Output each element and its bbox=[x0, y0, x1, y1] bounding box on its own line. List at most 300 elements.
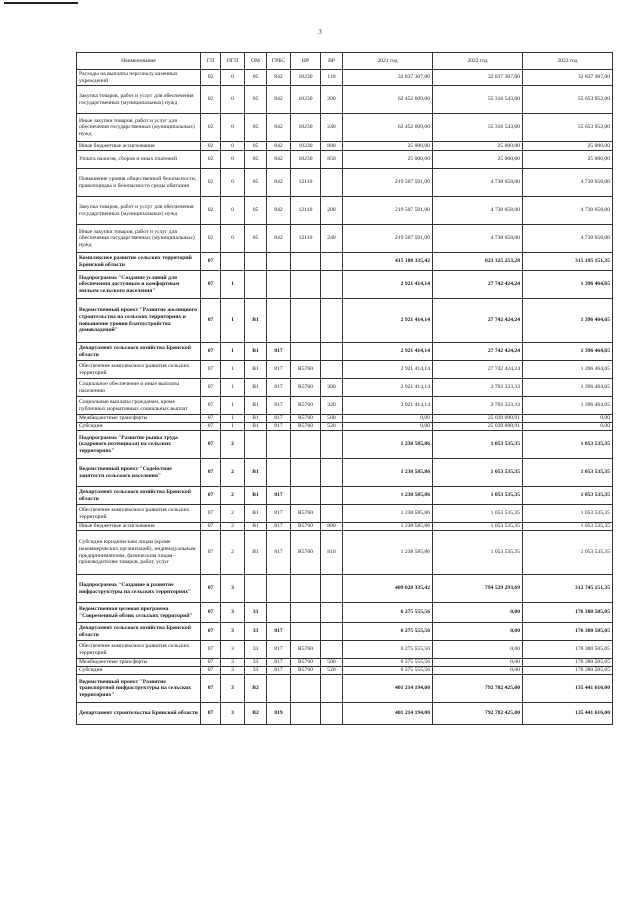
cell-y2021: 6 275 555,56 bbox=[343, 623, 433, 641]
cell-grbs: 817 bbox=[267, 423, 291, 431]
cell-gp: 02 bbox=[201, 169, 221, 197]
cell-vr bbox=[321, 603, 343, 623]
table-row bbox=[77, 271, 613, 299]
cell-grbs: 817 bbox=[267, 505, 291, 523]
cell-y2022: 4 730 658,00 bbox=[433, 225, 523, 253]
cell-om: B1 bbox=[245, 523, 267, 531]
header-2022: 2022 год bbox=[433, 53, 523, 70]
cell-y2023: 176 380 505,05 bbox=[523, 603, 613, 623]
cell-y2023: 4 730 658,00 bbox=[523, 225, 613, 253]
cell-om: 33 bbox=[245, 659, 267, 667]
cell-grbs: 817 bbox=[267, 487, 291, 505]
cell-pgp: 3 bbox=[221, 703, 245, 725]
cell-vr bbox=[321, 487, 343, 505]
cell-y2023: 25 000,00 bbox=[523, 142, 613, 151]
cell-gp: 07 bbox=[201, 459, 221, 487]
cell-gp: 07 bbox=[201, 397, 221, 415]
cell-grbs bbox=[267, 299, 291, 343]
cell-pgp: 2 bbox=[221, 487, 245, 505]
cell-y2023: 1 053 535,35 bbox=[523, 505, 613, 523]
cell-nr: 10230 bbox=[291, 151, 321, 169]
cell-nr: R5760 bbox=[291, 505, 321, 523]
cell-y2022: 2 703 333,33 bbox=[433, 397, 523, 415]
cell-y2023: 135 441 616,00 bbox=[523, 703, 613, 725]
cell-y2022: 27 742 424,24 bbox=[433, 271, 523, 299]
cell-vr: 810 bbox=[321, 531, 343, 575]
table-row bbox=[77, 659, 613, 667]
cell-y2023: 176 380 505,05 bbox=[523, 667, 613, 675]
table-row bbox=[77, 299, 613, 343]
cell-y2022: 0,00 bbox=[433, 641, 523, 659]
header-row bbox=[77, 53, 613, 70]
cell-y2023: 1 053 535,35 bbox=[523, 459, 613, 487]
cell-pgp: 3 bbox=[221, 675, 245, 703]
header-gp: ГП bbox=[201, 53, 221, 70]
cell-om: B1 bbox=[245, 423, 267, 431]
cell-nr bbox=[291, 675, 321, 703]
cell-grbs: 842 bbox=[267, 70, 291, 86]
cell-name: Иные закупки товаров, работ и услуг для обеспечения государственных (муниципальных) нужд bbox=[77, 114, 201, 142]
cell-y2021: 6 275 555,56 bbox=[343, 659, 433, 667]
cell-name: Закупка товаров, работ и услуг для обеспечения государственных (муниципальных) нужд bbox=[77, 86, 201, 114]
cell-gp: 07 bbox=[201, 423, 221, 431]
header-om: ОМ bbox=[245, 53, 267, 70]
table-row bbox=[77, 197, 613, 225]
cell-y2022: 25 000,00 bbox=[433, 151, 523, 169]
cell-nr: 12110 bbox=[291, 169, 321, 197]
table-row bbox=[77, 343, 613, 361]
cell-y2023: 0,00 bbox=[523, 423, 613, 431]
cell-vr bbox=[321, 431, 343, 459]
cell-gp: 07 bbox=[201, 299, 221, 343]
cell-y2022: 0,00 bbox=[433, 659, 523, 667]
cell-y2023: 176 380 505,05 bbox=[523, 623, 613, 641]
cell-nr bbox=[291, 603, 321, 623]
cell-y2021: 1 238 585,86 bbox=[343, 487, 433, 505]
cell-nr: 10230 bbox=[291, 114, 321, 142]
cell-name: Иные бюджетные ассигнования bbox=[77, 523, 201, 531]
cell-y2022: 792 782 425,00 bbox=[433, 675, 523, 703]
cell-y2022: 27 742 424,24 bbox=[433, 361, 523, 379]
cell-pgp: 1 bbox=[221, 361, 245, 379]
cell-y2021: 1 238 585,86 bbox=[343, 531, 433, 575]
cell-y2023: 55 653 952,00 bbox=[523, 114, 613, 142]
cell-gp: 07 bbox=[201, 703, 221, 725]
cell-om bbox=[245, 575, 267, 603]
cell-vr bbox=[321, 623, 343, 641]
cell-gp: 07 bbox=[201, 641, 221, 659]
cell-om bbox=[245, 253, 267, 271]
cell-om: B1 bbox=[245, 531, 267, 575]
table-row bbox=[77, 459, 613, 487]
cell-y2022: 794 529 293,69 bbox=[433, 575, 523, 603]
cell-gp: 07 bbox=[201, 623, 221, 641]
cell-om: 05 bbox=[245, 114, 267, 142]
cell-y2021: 0,00 bbox=[343, 423, 433, 431]
table-row bbox=[77, 487, 613, 505]
cell-gp: 07 bbox=[201, 659, 221, 667]
cell-grbs bbox=[267, 459, 291, 487]
cell-y2023: 1 053 535,35 bbox=[523, 531, 613, 575]
cell-nr: 10230 bbox=[291, 142, 321, 151]
cell-pgp: 3 bbox=[221, 659, 245, 667]
cell-grbs: 842 bbox=[267, 197, 291, 225]
cell-grbs: 842 bbox=[267, 151, 291, 169]
cell-nr: R5760 bbox=[291, 379, 321, 397]
cell-grbs bbox=[267, 253, 291, 271]
cell-y2022: 2 703 333,33 bbox=[433, 379, 523, 397]
cell-gp: 07 bbox=[201, 667, 221, 675]
cell-vr: 300 bbox=[321, 379, 343, 397]
cell-om bbox=[245, 431, 267, 459]
cell-nr: R5760 bbox=[291, 423, 321, 431]
cell-y2023: 1 396 464,65 bbox=[523, 379, 613, 397]
cell-name: Расходы на выплаты персоналу казенных учреждений bbox=[77, 70, 201, 86]
cell-gp: 02 bbox=[201, 114, 221, 142]
cell-y2023: 176 380 505,05 bbox=[523, 659, 613, 667]
cell-y2023: 1 053 535,35 bbox=[523, 523, 613, 531]
cell-grbs: 817 bbox=[267, 343, 291, 361]
cell-om: B1 bbox=[245, 299, 267, 343]
cell-om: 05 bbox=[245, 142, 267, 151]
cell-y2022: 27 742 424,24 bbox=[433, 343, 523, 361]
cell-y2021: 6 275 555,56 bbox=[343, 641, 433, 659]
table-row bbox=[77, 397, 613, 415]
cell-y2021: 2 921 414,14 bbox=[343, 397, 433, 415]
cell-nr bbox=[291, 253, 321, 271]
cell-y2023: 1 396 464,65 bbox=[523, 361, 613, 379]
cell-grbs: 817 bbox=[267, 523, 291, 531]
cell-y2021: 6 275 555,56 bbox=[343, 603, 433, 623]
cell-om: 05 bbox=[245, 70, 267, 86]
cell-name: Департамент сельского хозяйства Брянской области bbox=[77, 487, 201, 505]
cell-y2021: 2 921 414,14 bbox=[343, 361, 433, 379]
cell-y2022: 32 837 307,00 bbox=[433, 70, 523, 86]
cell-nr: R5760 bbox=[291, 397, 321, 415]
cell-y2023: 1 396 464,65 bbox=[523, 343, 613, 361]
cell-y2021: 62 452 609,00 bbox=[343, 114, 433, 142]
cell-y2022: 55 316 543,00 bbox=[433, 86, 523, 114]
cell-vr bbox=[321, 675, 343, 703]
cell-name: Социальные выплаты гражданам, кроме публичных нормативных социальных выплат bbox=[77, 397, 201, 415]
cell-y2023: 1 396 464,65 bbox=[523, 271, 613, 299]
cell-y2022: 27 742 424,24 bbox=[433, 299, 523, 343]
cell-pgp: 0 bbox=[221, 86, 245, 114]
cell-y2021: 2 921 414,14 bbox=[343, 271, 433, 299]
cell-grbs: 817 bbox=[267, 623, 291, 641]
cell-nr: R5760 bbox=[291, 641, 321, 659]
table-row bbox=[77, 151, 613, 169]
cell-gp: 07 bbox=[201, 575, 221, 603]
cell-grbs: 817 bbox=[267, 361, 291, 379]
cell-vr: 520 bbox=[321, 423, 343, 431]
cell-y2022: 25 000,00 bbox=[433, 142, 523, 151]
cell-om: B1 bbox=[245, 397, 267, 415]
cell-grbs: 819 bbox=[267, 703, 291, 725]
cell-name: Иные бюджетные ассигнования bbox=[77, 142, 201, 151]
cell-name: Субсидии юридическим лицам (кроме некоммерческих организаций), индивидуальным предпринимателям, физическим лицам - производителям товаров, работ, услуг bbox=[77, 531, 201, 575]
header-vr: ВР bbox=[321, 53, 343, 70]
cell-y2021: 62 452 609,00 bbox=[343, 86, 433, 114]
cell-om: B1 bbox=[245, 343, 267, 361]
cell-om: B2 bbox=[245, 675, 267, 703]
cell-gp: 07 bbox=[201, 379, 221, 397]
cell-y2021: 0,00 bbox=[343, 415, 433, 423]
cell-om: 05 bbox=[245, 169, 267, 197]
cell-pgp: 1 bbox=[221, 299, 245, 343]
cell-om: 33 bbox=[245, 603, 267, 623]
cell-name: Субсидии bbox=[77, 423, 201, 431]
cell-name: Департамент строительства Брянской области bbox=[77, 703, 201, 725]
cell-y2022: 1 053 535,35 bbox=[433, 523, 523, 531]
cell-om: 05 bbox=[245, 225, 267, 253]
table-row bbox=[77, 641, 613, 659]
cell-y2021: 1 238 585,86 bbox=[343, 523, 433, 531]
cell-grbs bbox=[267, 431, 291, 459]
cell-name: Обеспечение комплексного развития сельских территорий bbox=[77, 505, 201, 523]
cell-pgp: 2 bbox=[221, 531, 245, 575]
cell-pgp: 3 bbox=[221, 667, 245, 675]
cell-y2023: 1 053 535,35 bbox=[523, 431, 613, 459]
cell-y2023: 0,00 bbox=[523, 415, 613, 423]
cell-nr: R5760 bbox=[291, 415, 321, 423]
cell-om: 05 bbox=[245, 151, 267, 169]
cell-pgp: 1 bbox=[221, 379, 245, 397]
cell-gp: 02 bbox=[201, 70, 221, 86]
table-row bbox=[77, 423, 613, 431]
cell-y2022: 823 325 253,28 bbox=[433, 253, 523, 271]
cell-pgp: 1 bbox=[221, 415, 245, 423]
cell-name: Иные закупки товаров, работ и услуг для обеспечения государственных (муниципальных) нужд bbox=[77, 225, 201, 253]
cell-nr: 10230 bbox=[291, 70, 321, 86]
header-2023: 2023 год bbox=[523, 53, 613, 70]
cell-om: B1 bbox=[245, 415, 267, 423]
table-row bbox=[77, 253, 613, 271]
cell-gp: 07 bbox=[201, 271, 221, 299]
cell-nr: R5760 bbox=[291, 659, 321, 667]
cell-y2022: 0,00 bbox=[433, 667, 523, 675]
cell-pgp bbox=[221, 253, 245, 271]
cell-gp: 07 bbox=[201, 531, 221, 575]
table-row bbox=[77, 142, 613, 151]
cell-gp: 02 bbox=[201, 151, 221, 169]
cell-pgp: 1 bbox=[221, 397, 245, 415]
cell-vr bbox=[321, 169, 343, 197]
cell-name: Межбюджетные трансферты bbox=[77, 415, 201, 423]
cell-y2022: 1 053 535,35 bbox=[433, 459, 523, 487]
cell-y2021: 2 921 414,14 bbox=[343, 299, 433, 343]
cell-pgp: 2 bbox=[221, 505, 245, 523]
cell-y2021: 409 028 335,42 bbox=[343, 575, 433, 603]
table-row bbox=[77, 361, 613, 379]
cell-vr bbox=[321, 575, 343, 603]
cell-pgp: 1 bbox=[221, 271, 245, 299]
cell-om: B1 bbox=[245, 379, 267, 397]
cell-pgp: 2 bbox=[221, 523, 245, 531]
cell-nr bbox=[291, 343, 321, 361]
cell-y2023: 25 000,00 bbox=[523, 151, 613, 169]
table-row bbox=[77, 431, 613, 459]
cell-y2022: 25 039 090,91 bbox=[433, 415, 523, 423]
cell-vr bbox=[321, 459, 343, 487]
cell-pgp: 1 bbox=[221, 423, 245, 431]
table-row bbox=[77, 505, 613, 523]
table-row bbox=[77, 623, 613, 641]
table-row bbox=[77, 675, 613, 703]
cell-y2022: 1 053 535,35 bbox=[433, 531, 523, 575]
table-row bbox=[77, 114, 613, 142]
cell-pgp: 0 bbox=[221, 70, 245, 86]
cell-vr bbox=[321, 343, 343, 361]
cell-grbs bbox=[267, 603, 291, 623]
table-row bbox=[77, 603, 613, 623]
cell-om: 33 bbox=[245, 667, 267, 675]
cell-vr: 500 bbox=[321, 659, 343, 667]
cell-om: 33 bbox=[245, 641, 267, 659]
cell-y2023: 176 380 505,05 bbox=[523, 641, 613, 659]
cell-y2021: 2 921 414,14 bbox=[343, 379, 433, 397]
cell-nr: 12110 bbox=[291, 225, 321, 253]
table-row bbox=[77, 225, 613, 253]
cell-pgp: 0 bbox=[221, 114, 245, 142]
cell-name: Повышение уровня общественной безопасности, правопорядка и безопасности среды обитания bbox=[77, 169, 201, 197]
cell-nr: 12110 bbox=[291, 197, 321, 225]
cell-y2023: 135 441 616,00 bbox=[523, 675, 613, 703]
cell-name: Обеспечение комплексного развития сельских территорий bbox=[77, 641, 201, 659]
table-row bbox=[77, 415, 613, 423]
cell-vr: 800 bbox=[321, 142, 343, 151]
cell-y2021: 415 188 335,42 bbox=[343, 253, 433, 271]
cell-grbs: 842 bbox=[267, 86, 291, 114]
cell-y2022: 55 316 543,00 bbox=[433, 114, 523, 142]
cell-gp: 07 bbox=[201, 603, 221, 623]
cell-grbs bbox=[267, 575, 291, 603]
cell-grbs: 842 bbox=[267, 142, 291, 151]
cell-vr bbox=[321, 641, 343, 659]
table-row bbox=[77, 70, 613, 86]
cell-pgp: 3 bbox=[221, 575, 245, 603]
cell-y2023: 315 195 151,35 bbox=[523, 253, 613, 271]
cell-om: 33 bbox=[245, 623, 267, 641]
cell-y2021: 1 238 585,86 bbox=[343, 431, 433, 459]
cell-name: Департамент сельского хозяйства Брянской области bbox=[77, 623, 201, 641]
cell-pgp: 3 bbox=[221, 641, 245, 659]
cell-vr bbox=[321, 253, 343, 271]
cell-nr: R5760 bbox=[291, 667, 321, 675]
cell-y2021: 401 214 194,00 bbox=[343, 703, 433, 725]
cell-vr bbox=[321, 271, 343, 299]
cell-name: Обеспечение комплексного развития сельских территорий bbox=[77, 361, 201, 379]
cell-grbs: 817 bbox=[267, 667, 291, 675]
cell-y2021: 401 214 194,00 bbox=[343, 675, 433, 703]
cell-grbs bbox=[267, 271, 291, 299]
page-number: 3 bbox=[318, 28, 322, 36]
cell-y2022: 0,00 bbox=[433, 603, 523, 623]
cell-om: B1 bbox=[245, 487, 267, 505]
cell-nr: R5760 bbox=[291, 361, 321, 379]
cell-vr: 520 bbox=[321, 667, 343, 675]
cell-pgp: 0 bbox=[221, 197, 245, 225]
cell-nr bbox=[291, 271, 321, 299]
cell-y2021: 1 238 585,86 bbox=[343, 505, 433, 523]
cell-nr: R5760 bbox=[291, 531, 321, 575]
cell-gp: 02 bbox=[201, 197, 221, 225]
cell-name: Ведомственный проект "Содействие занятости сельского населения" bbox=[77, 459, 201, 487]
table-row bbox=[77, 703, 613, 725]
cell-gp: 02 bbox=[201, 225, 221, 253]
cell-y2022: 4 730 658,00 bbox=[433, 169, 523, 197]
cell-name: Ведомственный проект "Развитие жилищного строительства на сельских территориях и повышение уровня благоустройства домовладений" bbox=[77, 299, 201, 343]
cell-vr: 320 bbox=[321, 397, 343, 415]
cell-y2021: 219 507 591,00 bbox=[343, 225, 433, 253]
cell-nr bbox=[291, 299, 321, 343]
cell-nr bbox=[291, 487, 321, 505]
table-row bbox=[77, 531, 613, 575]
cell-gp: 07 bbox=[201, 505, 221, 523]
cell-grbs: 842 bbox=[267, 114, 291, 142]
cell-grbs: 817 bbox=[267, 659, 291, 667]
budget-table bbox=[76, 52, 613, 725]
table-row bbox=[77, 575, 613, 603]
cell-y2022: 4 730 658,00 bbox=[433, 197, 523, 225]
top-rule bbox=[4, 2, 78, 4]
table-row bbox=[77, 86, 613, 114]
cell-vr: 200 bbox=[321, 86, 343, 114]
cell-name: Субсидии bbox=[77, 667, 201, 675]
cell-name: Департамент сельского хозяйства Брянской области bbox=[77, 343, 201, 361]
cell-y2021: 219 507 591,00 bbox=[343, 197, 433, 225]
table-row bbox=[77, 523, 613, 531]
cell-vr bbox=[321, 299, 343, 343]
cell-nr bbox=[291, 575, 321, 603]
cell-grbs: 817 bbox=[267, 415, 291, 423]
cell-gp: 02 bbox=[201, 86, 221, 114]
header-name: Наименование bbox=[77, 53, 201, 70]
cell-vr: 850 bbox=[321, 151, 343, 169]
cell-name: Подпрограмма "Развитие рынка труда (кадрового потенциала) на сельских территориях" bbox=[77, 431, 201, 459]
cell-grbs: 817 bbox=[267, 641, 291, 659]
cell-y2023: 1 396 464,65 bbox=[523, 299, 613, 343]
cell-pgp: 0 bbox=[221, 169, 245, 197]
cell-nr bbox=[291, 703, 321, 725]
header-2021: 2021 год bbox=[343, 53, 433, 70]
cell-gp: 07 bbox=[201, 253, 221, 271]
cell-name: Межбюджетные трансферты bbox=[77, 659, 201, 667]
cell-om: B1 bbox=[245, 361, 267, 379]
cell-y2021: 25 000,00 bbox=[343, 151, 433, 169]
cell-gp: 07 bbox=[201, 361, 221, 379]
cell-y2023: 4 730 658,00 bbox=[523, 197, 613, 225]
cell-y2022: 25 039 090,91 bbox=[433, 423, 523, 431]
header-nr: НР bbox=[291, 53, 321, 70]
cell-pgp: 3 bbox=[221, 603, 245, 623]
cell-y2022: 792 782 425,00 bbox=[433, 703, 523, 725]
cell-om: B1 bbox=[245, 505, 267, 523]
cell-y2022: 0,00 bbox=[433, 623, 523, 641]
cell-gp: 07 bbox=[201, 675, 221, 703]
cell-grbs: 817 bbox=[267, 379, 291, 397]
cell-pgp: 2 bbox=[221, 431, 245, 459]
cell-y2021: 2 921 414,14 bbox=[343, 343, 433, 361]
cell-pgp: 2 bbox=[221, 459, 245, 487]
cell-name: Закупка товаров, работ и услуг для обеспечения государственных (муниципальных) нужд bbox=[77, 197, 201, 225]
cell-y2022: 1 053 535,35 bbox=[433, 505, 523, 523]
table-row bbox=[77, 169, 613, 197]
cell-name: Социальное обеспечение и иные выплаты населению bbox=[77, 379, 201, 397]
cell-y2021: 32 837 307,00 bbox=[343, 70, 433, 86]
cell-grbs: 842 bbox=[267, 169, 291, 197]
table-row bbox=[77, 667, 613, 675]
